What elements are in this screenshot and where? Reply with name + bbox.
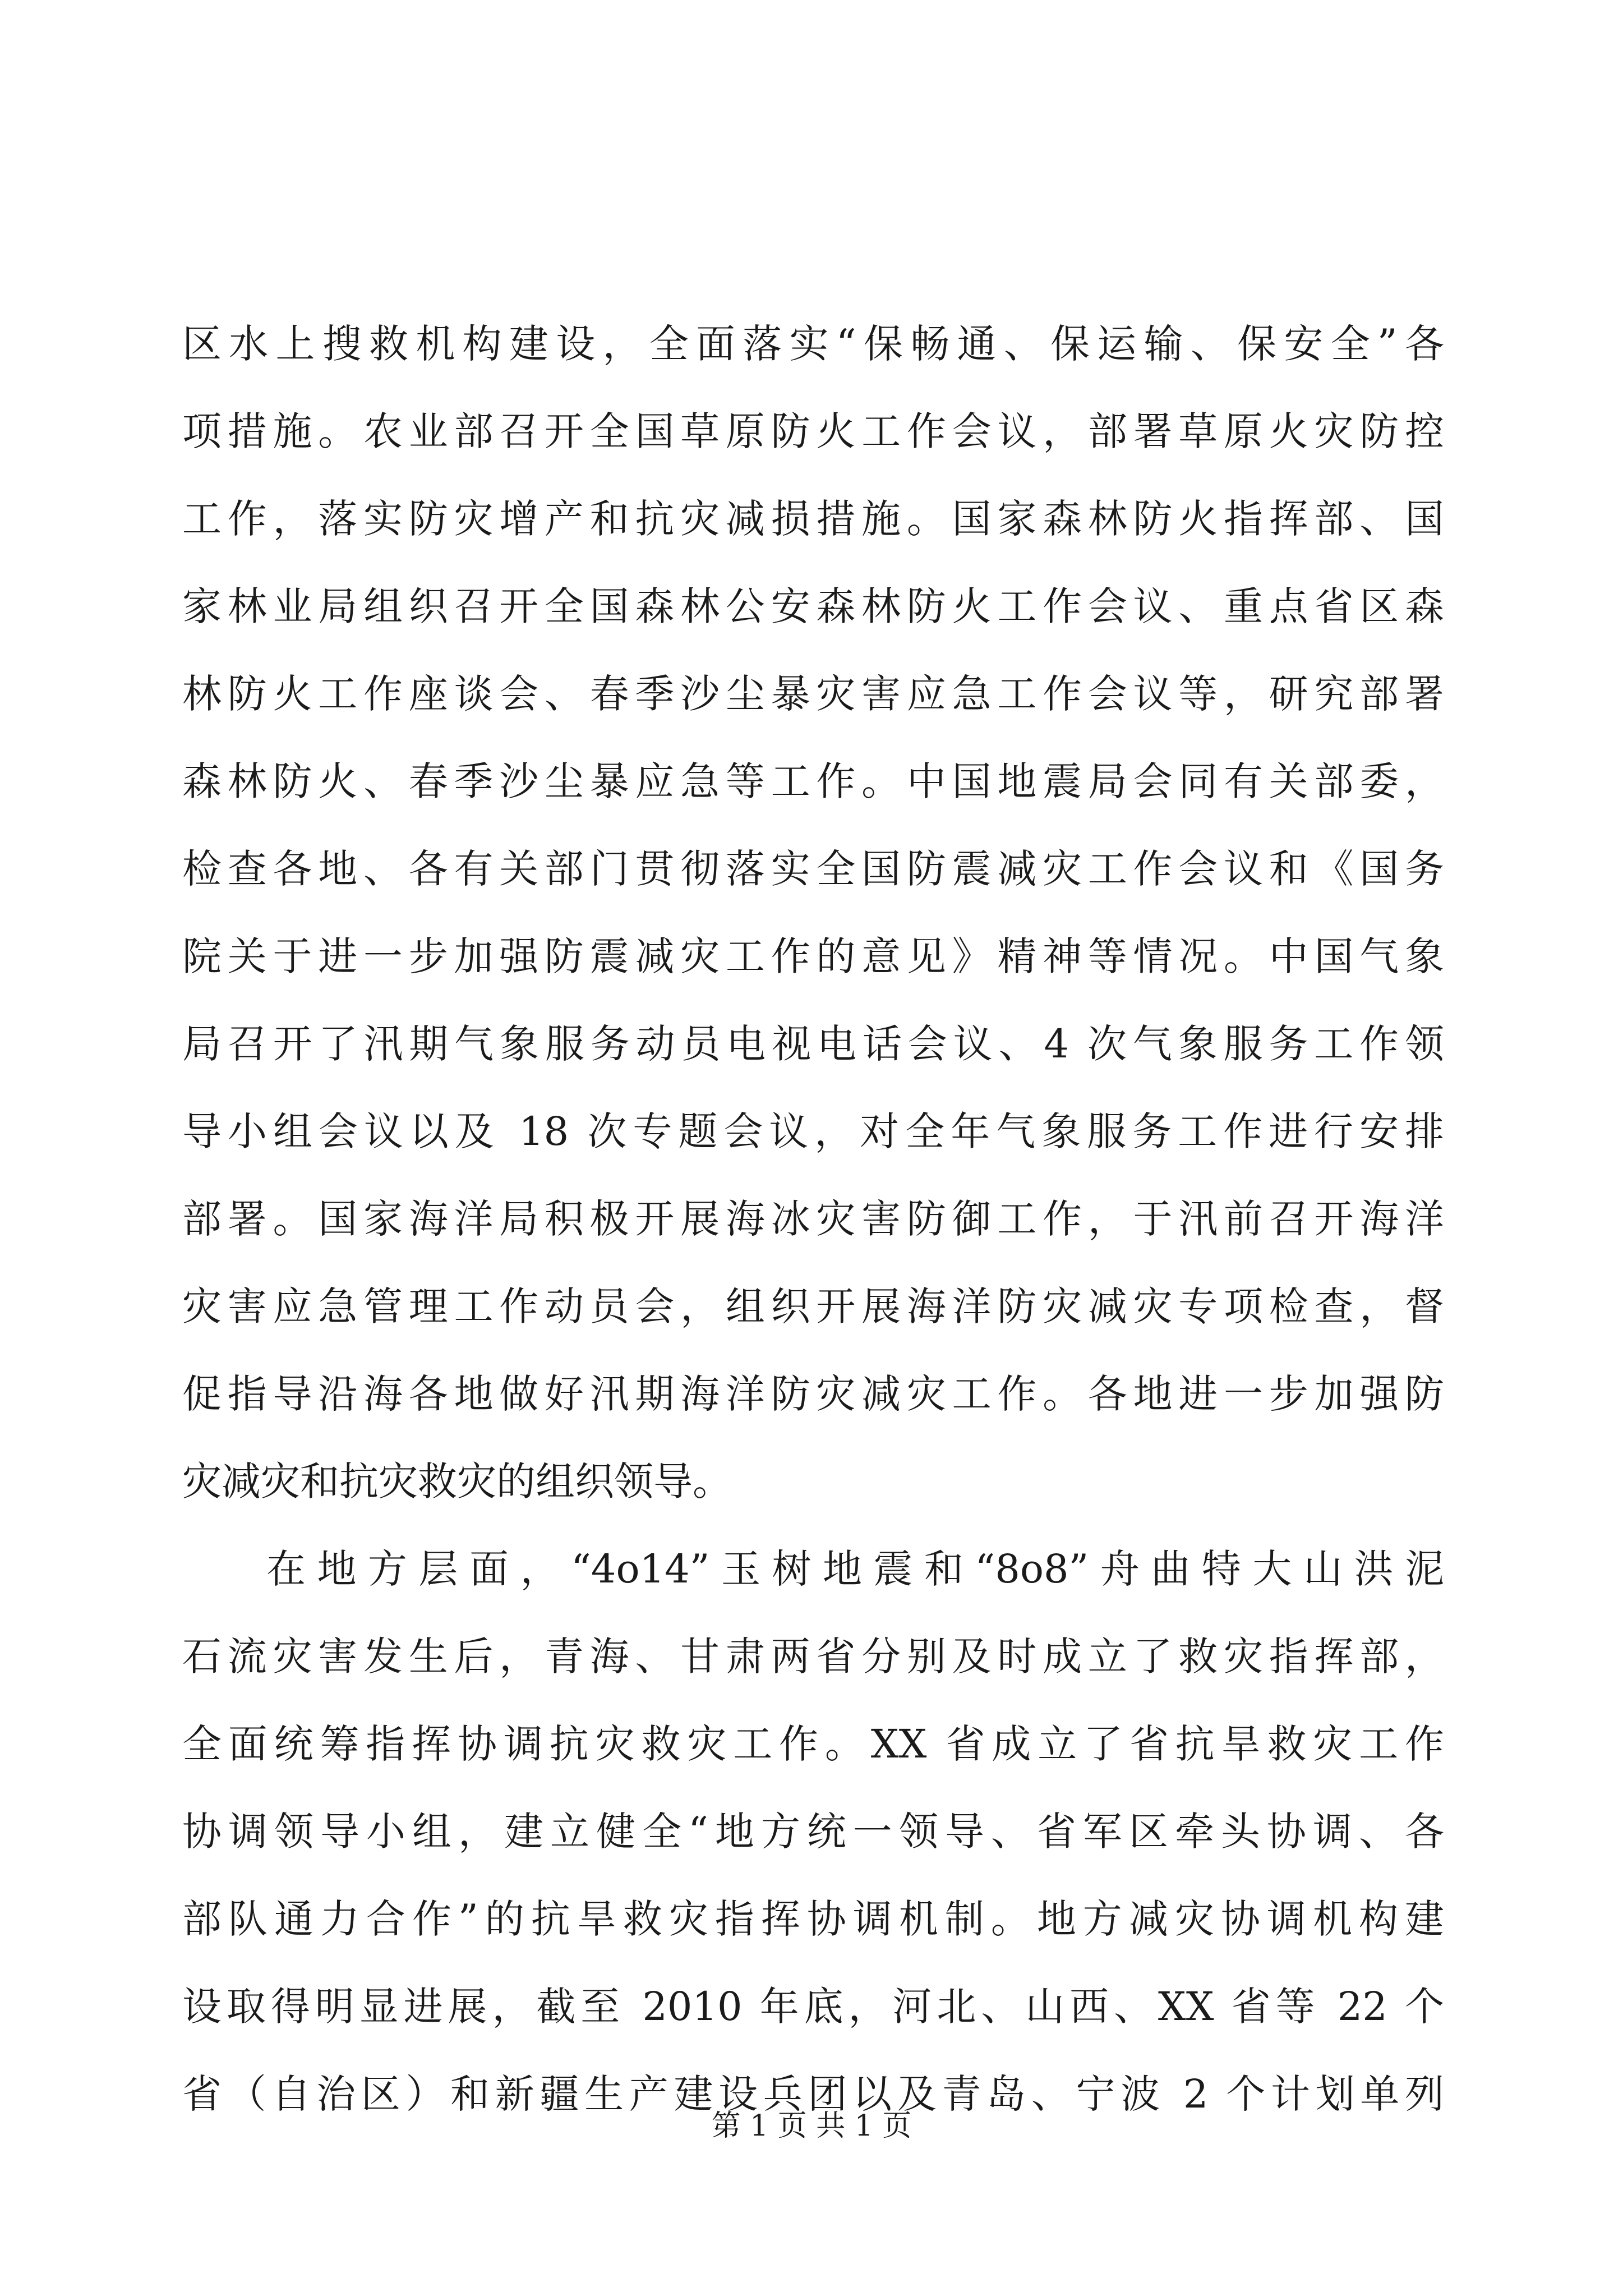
- page-number: 第 1 页 共 1 页: [711, 2109, 912, 2143]
- text-line: 项措施。农业部召开全国草原防火工作会议，部署草原火灾防控: [182, 408, 1444, 454]
- text-line: 促指导沿海各地做好汛期海洋防灾减灾工作。各地进一步加强防: [182, 1371, 1444, 1417]
- text-line: 部队通力合作”的抗旱救灾指挥协调机制。地方减灾协调机构建: [182, 1896, 1444, 1942]
- text-line: 灾减灾和抗灾救灾的组织领导。: [182, 1458, 732, 1504]
- text-line: 家林业局组织召开全国森林公安森林防火工作会议、重点省区森: [182, 583, 1444, 629]
- text-line: 省（自治区）和新疆生产建设兵团以及青岛、宁波 2 个计划单列: [182, 2071, 1444, 2117]
- text-line: 设取得明显进展，截至 2010 年底，河北、山西、XX 省等 22 个: [182, 1984, 1444, 2030]
- text-line: 院关于进一步加强防震减灾工作的意见》精神等情况。中国气象: [182, 933, 1444, 979]
- text-line: 森林防火、春季沙尘暴应急等工作。中国地震局会同有关部委，: [182, 758, 1444, 804]
- text-line: 工作，落实防灾增产和抗灾减损措施。国家森林防火指挥部、国: [182, 496, 1444, 542]
- text-line: 灾害应急管理工作动员会，组织开展海洋防灾减灾专项检查，督: [182, 1283, 1444, 1329]
- text-line: 协调领导小组，建立健全“地方统一领导、省军区牵头协调、各: [182, 1809, 1444, 1855]
- text-line: 石流灾害发生后，青海、甘肃两省分别及时成立了救灾指挥部，: [182, 1634, 1444, 1680]
- text-line: 在地方层面，“4o14”玉树地震和“8o8”舟曲特大山洪泥: [266, 1546, 1444, 1592]
- text-line: 全面统筹指挥协调抗灾救灾工作。XX 省成立了省抗旱救灾工作: [182, 1721, 1444, 1767]
- page-footer: [0, 2104, 1623, 2148]
- text-line: 检查各地、各有关部门贯彻落实全国防震减灾工作会议和《国务: [182, 846, 1444, 892]
- paragraph-2: [182, 1525, 1444, 2138]
- text-line: 林防火工作座谈会、春季沙尘暴灾害应急工作会议等，研究部署: [182, 671, 1444, 717]
- paragraph-1: [182, 300, 1444, 1525]
- text-line: 区水上搜救机构建设，全面落实“保畅通、保运输、保安全”各: [182, 321, 1444, 367]
- text-line: 部署。国家海洋局积极开展海冰灾害防御工作，于汛前召开海洋: [182, 1196, 1444, 1242]
- text-line: 局召开了汛期气象服务动员电视电话会议、4 次气象服务工作领: [182, 1021, 1444, 1067]
- text-line: 导小组会议以及 18 次专题会议，对全年气象服务工作进行安排: [182, 1108, 1444, 1154]
- document-body: [182, 300, 1444, 2138]
